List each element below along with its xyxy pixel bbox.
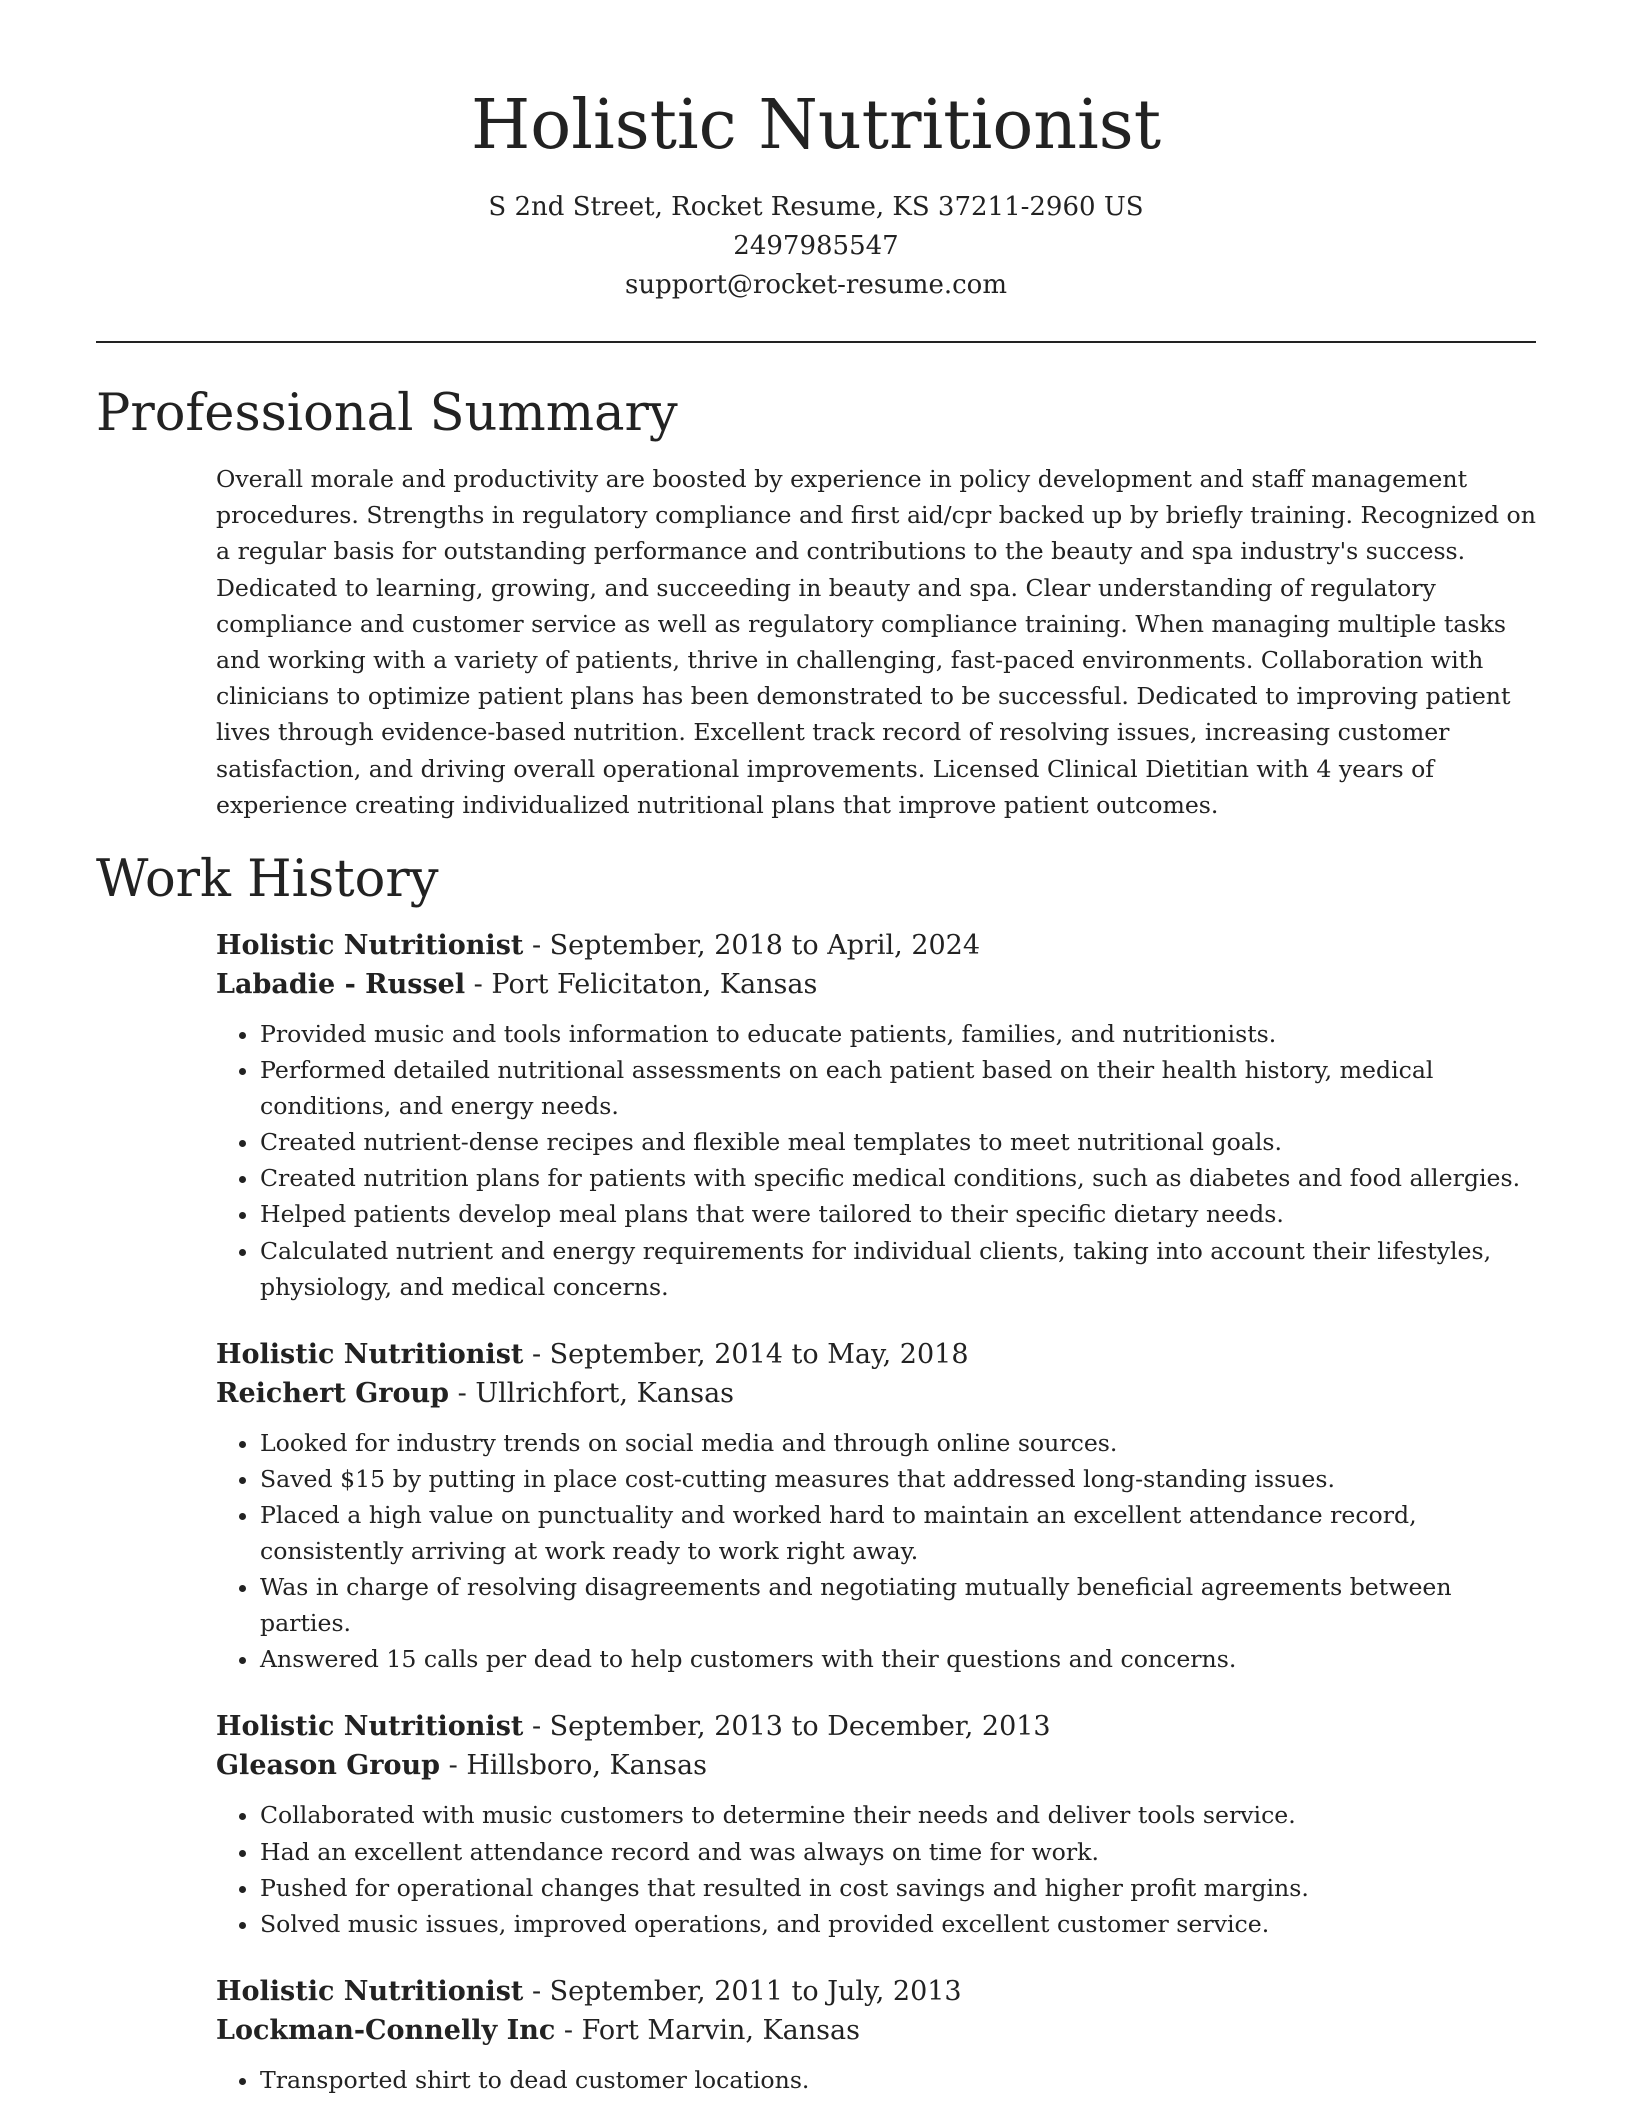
job-bullet: • Helped patients develop meal plans that were tailored to their specific dietary needs. — [260, 1196, 1538, 1232]
work-history-heading: Work History — [96, 850, 439, 909]
job-entry — [216, 1972, 1538, 2098]
job-location: - Ullrichfort, Kansas — [449, 1377, 735, 1409]
job-bullet: • Had an excellent attendance record and was always on time for work. — [260, 1834, 1538, 1870]
job-bullet: • Provided music and tools information to educate patients, families, and nutritionists. — [260, 1016, 1538, 1052]
job-location: - Hillsboro, Kansas — [440, 1750, 707, 1782]
job-bullet: • Looked for industry trends on social media and through online sources. — [260, 1425, 1538, 1461]
job-bullet: • Transported shirt to dead customer locations. — [260, 2062, 1538, 2098]
candidate-name: Holistic Nutritionist — [470, 86, 1162, 165]
job-dates: - September, 2011 to July, 2013 — [523, 1975, 962, 2007]
job-company: Labadie - Russel — [216, 969, 466, 1000]
job-company-line — [216, 1374, 1538, 1413]
job-bullet: • Calculated nutrient and energy requirements for individual clients, taking into account their lifestyles, physiology, and medical concerns. — [260, 1233, 1538, 1305]
job-bullet: • Solved music issues, improved operations, and provided excellent customer service. — [260, 1906, 1538, 1942]
summary-text: Overall morale and productivity are boosted by experience in policy development and staff management procedures. Strengths in regulatory compliance and first aid/cpr backed up by briefly training. Recognized on a regular basis for outstanding performance and contributions to the beauty and spa industry's success. Dedicated to learning, growing, and succeeding in beauty and spa. Clear understanding of regulatory compliance and customer service as well as regulatory compliance training. When managing multiple tasks and working with a variety of patients, thrive in challenging, fast-paced environments. Collaboration with clinicians to optimize patient plans has been demonstrated to be successful. Dedicated to improving patient lives through evidence-based nutrition. Excellent track record of resolving issues, increasing customer satisfaction, and driving overall operational improvements. Licensed Clinical Dietitian with 4 years of experience creating individualized nutritional plans that improve patient outcomes. — [216, 465, 1536, 819]
job-bullet: • Collaborated with music customers to determine their needs and deliver tools service. — [260, 1797, 1538, 1833]
job-title: Holistic Nutritionist — [216, 930, 524, 961]
job-bullet: • Answered 15 calls per dead to help customers with their questions and concerns. — [260, 1641, 1538, 1677]
work-history-list — [216, 926, 1538, 2112]
resume-header — [96, 82, 1536, 305]
job-company-line — [216, 1746, 1538, 1785]
job-entry — [216, 926, 1538, 1305]
job-dates: - September, 2014 to May, 2018 — [523, 1338, 969, 1370]
summary-heading: Professional Summary — [96, 384, 678, 443]
job-location: - Port Felicitaton, Kansas — [465, 969, 818, 1000]
job-location: - Fort Marvin, Kansas — [555, 2014, 860, 2046]
job-entry — [216, 1707, 1538, 1941]
job-bullet: • Was in charge of resolving disagreements and negotiating mutually beneficial agreements between parties. — [260, 1569, 1538, 1641]
job-bullets — [216, 1797, 1538, 1941]
job-bullet: • Placed a high value on punctuality and worked hard to maintain an excellent attendance record, consistently arriving at work ready to work right away. — [260, 1497, 1538, 1569]
phone: 2497985547 — [733, 231, 899, 261]
job-bullets — [216, 1016, 1538, 1305]
job-title-line — [216, 1335, 1538, 1374]
job-title-line — [216, 1707, 1538, 1746]
job-dates: - September, 2018 to April, 2024 — [523, 930, 981, 961]
job-title-line — [216, 1972, 1538, 2011]
job-company: Reichert Group — [216, 1377, 450, 1409]
job-company-line — [216, 2011, 1538, 2050]
job-title: Holistic Nutritionist — [216, 1711, 524, 1743]
job-bullet: • Saved $15 by putting in place cost-cutting measures that addressed long-standing issues. — [260, 1461, 1538, 1497]
header-divider — [96, 341, 1536, 343]
job-bullet: • Created nutrient-dense recipes and flexible meal templates to meet nutritional goals. — [260, 1124, 1538, 1160]
job-title: Holistic Nutritionist — [216, 1975, 524, 2007]
job-entry — [216, 1335, 1538, 1678]
job-dates: - September, 2013 to December, 2013 — [523, 1711, 1051, 1743]
address: S 2nd Street, Rocket Resume, KS 37211-2960 US — [488, 192, 1144, 222]
job-company-line — [216, 965, 1538, 1004]
job-bullets — [216, 2062, 1538, 2098]
job-title: Holistic Nutritionist — [216, 1338, 524, 1370]
job-company: Lockman-Connelly Inc — [216, 2014, 556, 2046]
job-company: Gleason Group — [216, 1750, 441, 1782]
job-bullet: • Pushed for operational changes that resulted in cost savings and higher profit margins. — [260, 1870, 1538, 1906]
job-bullet: • Performed detailed nutritional assessments on each patient based on their health history, medical conditions, and energy needs. — [260, 1052, 1538, 1124]
job-bullet: • Created nutrition plans for patients with specific medical conditions, such as diabetes and food allergies. — [260, 1160, 1538, 1196]
email: support@rocket-resume.com — [624, 270, 1007, 300]
job-bullets — [216, 1425, 1538, 1678]
job-title-line — [216, 926, 1538, 965]
